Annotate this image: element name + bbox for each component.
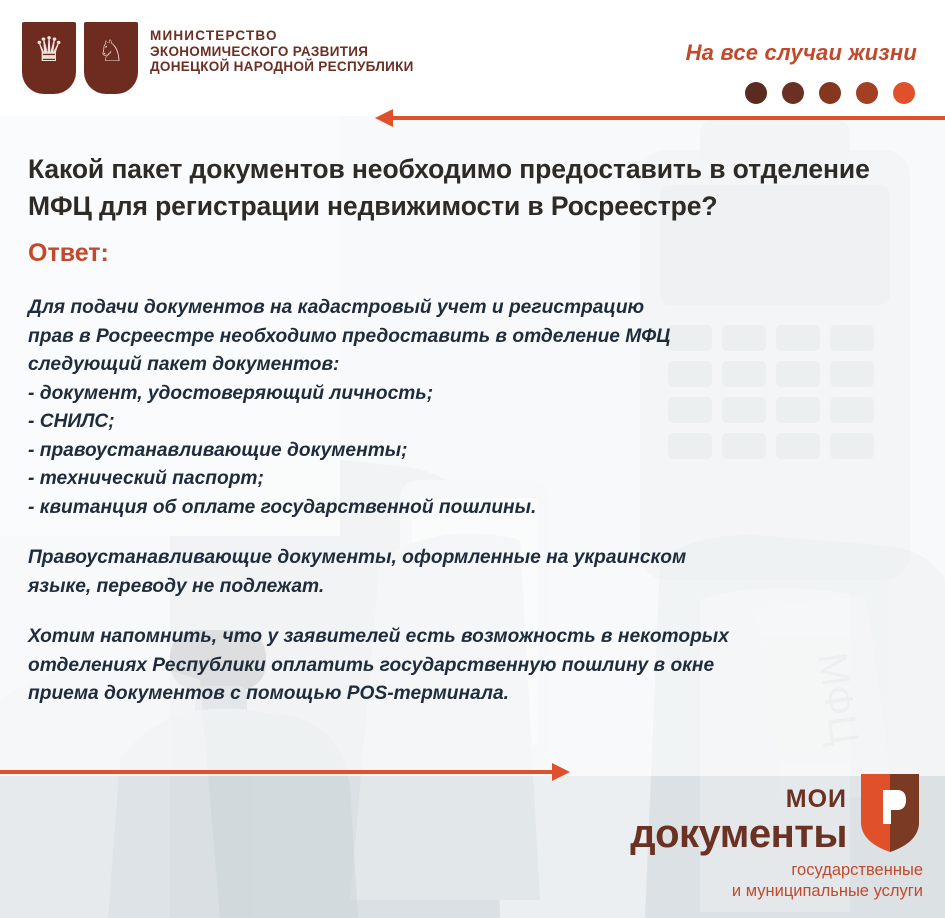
mfc-logo-moi: МОИ — [785, 785, 847, 813]
donetsk-emblem-icon: ♘ — [84, 22, 138, 94]
dot-5 — [893, 82, 915, 104]
mfc-sub-line-2: и муниципальные услуги — [731, 882, 923, 900]
mfc-logo-top — [593, 768, 923, 854]
header — [0, 0, 945, 116]
paragraph-3 — [28, 623, 905, 709]
emblems-group — [22, 22, 138, 94]
paragraph-1-line-1: Для подачи документов на кадастровый учет и регистрацию — [28, 297, 645, 318]
paragraph-1-line-4: - документ, удостоверяющий личность; — [28, 382, 434, 404]
paragraph-1-line-8: - квитанция об оплате государственной пошлины. — [28, 496, 537, 518]
slogan: На все случаи жизни — [685, 40, 917, 65]
footer-divider-bar — [0, 770, 552, 774]
answer-body — [28, 294, 905, 709]
coat-of-arms-icon: ♛ — [22, 22, 76, 94]
paragraph-1-line-7: - технический паспорт; — [28, 468, 264, 489]
question-title: Какой пакет документов необходимо предоставить в отделение МФЦ для регистрации недвижимости в Росреестре? — [28, 154, 870, 221]
paragraph-2 — [28, 544, 905, 601]
answer-label: Ответ: — [28, 239, 109, 267]
ministry-line-1: МИНИСТЕРСТВО — [150, 28, 278, 43]
paragraph-2-line-2: языке, переводу не подлежат. — [28, 575, 325, 597]
mfc-sub-line-1: государственные — [791, 861, 923, 879]
paragraph-1-line-6: - правоустанавливающие документы; — [28, 439, 408, 461]
mfc-shield-icon — [857, 768, 923, 854]
dot-3 — [819, 82, 841, 104]
dot-2 — [782, 82, 804, 104]
ministry-name — [150, 28, 414, 75]
paragraph-3-line-3: приема документов с помощью POS-терминала. — [28, 683, 509, 704]
paragraph-1 — [28, 294, 905, 522]
header-divider — [0, 115, 945, 121]
mfc-logo — [593, 768, 923, 902]
dots-decoration — [745, 82, 915, 104]
divider-arrow-right-icon — [552, 763, 570, 781]
paragraph-1-line-3: следующий пакет документов: — [28, 354, 340, 375]
paragraph-1-line-2: прав в Росреестре необходимо предоставить в отделение МФЦ — [28, 325, 671, 347]
paragraph-3-line-2: отделениях Республики оплатить государственную пошлину в окне — [28, 654, 715, 676]
paragraph-1-line-5: - СНИЛС; — [28, 411, 115, 432]
main-content — [0, 121, 945, 709]
divider-arrow-left-icon — [375, 109, 393, 127]
ministry-line-2: ЭКОНОМИЧЕСКОГО РАЗВИТИЯ — [150, 43, 369, 59]
dot-1 — [745, 82, 767, 104]
divider-bar — [393, 116, 945, 120]
dot-4 — [856, 82, 878, 104]
ministry-line-3: ДОНЕЦКОЙ НАРОДНОЙ РЕСПУБЛИКИ — [150, 59, 414, 74]
paragraph-3-line-1: Хотим напомнить, что у заявителей есть возможность в некоторых — [28, 626, 729, 647]
mfc-logo-documenty: документы — [630, 812, 847, 856]
mfc-logo-subtitle — [593, 860, 923, 902]
paragraph-2-line-1: Правоустанавливающие документы, оформленные на украинском — [28, 547, 687, 568]
mfc-logo-words — [630, 787, 847, 854]
